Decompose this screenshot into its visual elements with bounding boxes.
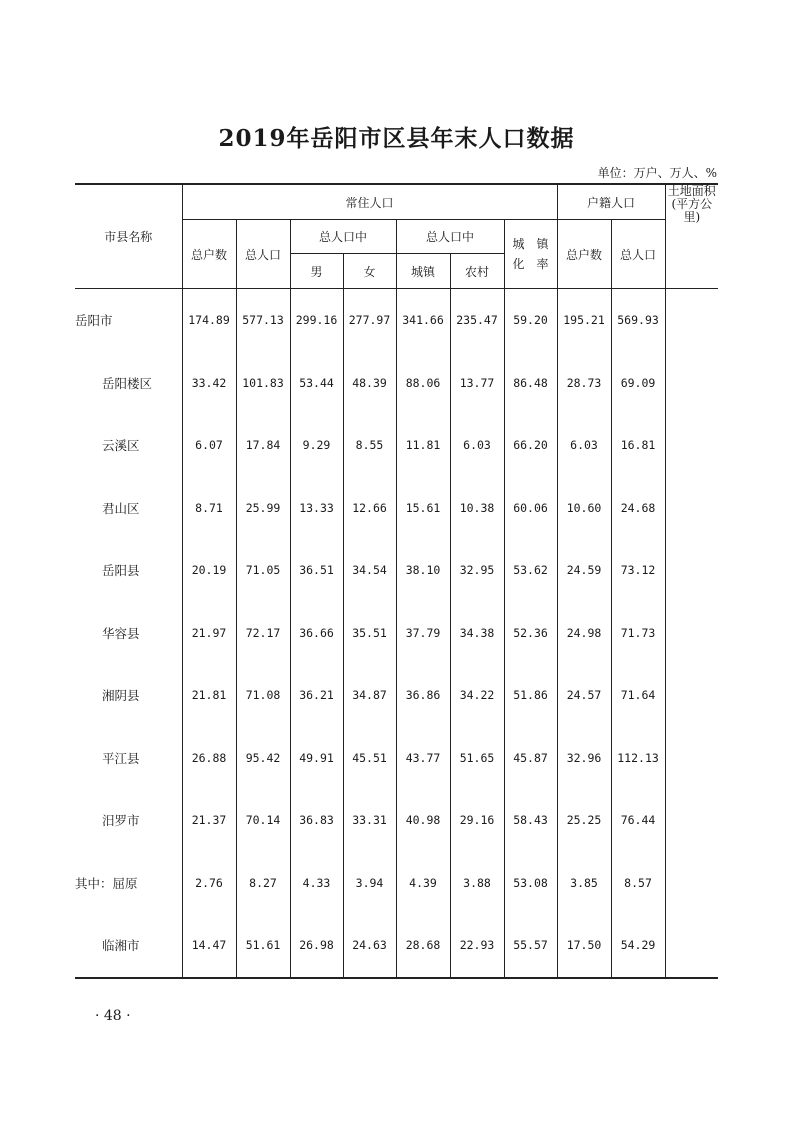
table-cell: 32.95: [450, 539, 504, 602]
table-cell: 33.42: [182, 352, 236, 415]
table-cell: 8.27: [236, 852, 290, 915]
table-cell: 341.66: [396, 289, 450, 352]
table-cell: 34.54: [343, 539, 396, 602]
table-cell: 51.61: [236, 914, 290, 978]
table-cell: 40.98: [396, 789, 450, 852]
table-cell: 34.22: [450, 664, 504, 727]
table-cell: 24.63: [343, 914, 396, 978]
table-cell: 8.71: [182, 477, 236, 540]
table-cell: 51.86: [504, 664, 557, 727]
table-cell: 48.39: [343, 352, 396, 415]
table-cell: [665, 789, 718, 852]
table-cell: 73.12: [611, 539, 665, 602]
table-cell: 69.09: [611, 352, 665, 415]
table-cell: 24.98: [557, 602, 611, 665]
table-cell: 8.55: [343, 414, 396, 477]
row-name: 岳阳市: [75, 289, 182, 352]
table-row: [75, 789, 718, 852]
table-cell: 15.61: [396, 477, 450, 540]
row-name: 岳阳楼区: [75, 352, 182, 415]
table-cell: 14.47: [182, 914, 236, 978]
header-pop-among-area: 总人口中: [396, 220, 504, 254]
table-cell: 95.42: [236, 727, 290, 790]
table-cell: 20.19: [182, 539, 236, 602]
table-cell: 36.83: [290, 789, 343, 852]
header-land-area: 土地面积(平方公里): [665, 184, 718, 289]
table-cell: 25.25: [557, 789, 611, 852]
table-cell: 71.08: [236, 664, 290, 727]
table-cell: 195.21: [557, 289, 611, 352]
table-cell: 299.16: [290, 289, 343, 352]
row-name: 湘阴县: [75, 664, 182, 727]
header-urbanization-rate: [504, 220, 557, 289]
table-cell: 53.44: [290, 352, 343, 415]
table-cell: 72.17: [236, 602, 290, 665]
table-cell: 13.77: [450, 352, 504, 415]
table-cell: 577.13: [236, 289, 290, 352]
table-cell: 6.03: [450, 414, 504, 477]
table-cell: 88.06: [396, 352, 450, 415]
table-cell: [665, 539, 718, 602]
table-cell: 16.81: [611, 414, 665, 477]
table-cell: [665, 727, 718, 790]
table-cell: 174.89: [182, 289, 236, 352]
table-cell: 36.51: [290, 539, 343, 602]
row-name: 其中：屈原: [75, 852, 182, 915]
table-cell: 13.33: [290, 477, 343, 540]
table-cell: 24.57: [557, 664, 611, 727]
table-cell: 34.38: [450, 602, 504, 665]
table-cell: 66.20: [504, 414, 557, 477]
table-cell: 17.84: [236, 414, 290, 477]
table-cell: 36.21: [290, 664, 343, 727]
table-cell: 49.91: [290, 727, 343, 790]
row-name: 云溪区: [75, 414, 182, 477]
table-cell: 35.51: [343, 602, 396, 665]
table-cell: 6.07: [182, 414, 236, 477]
table-cell: [665, 914, 718, 978]
table-cell: 3.94: [343, 852, 396, 915]
table-row: [75, 664, 718, 727]
table-cell: 54.29: [611, 914, 665, 978]
urban-rate-line-1: 城 镇: [512, 237, 549, 251]
table-cell: 4.33: [290, 852, 343, 915]
row-name: 临湘市: [75, 914, 182, 978]
header-population: 总人口: [236, 220, 290, 289]
table-cell: [665, 289, 718, 352]
table-cell: 11.81: [396, 414, 450, 477]
table-cell: 58.43: [504, 789, 557, 852]
header-reg-households: 总户数: [557, 220, 611, 289]
row-name: 平江县: [75, 727, 182, 790]
table-cell: 86.48: [504, 352, 557, 415]
table-cell: 3.85: [557, 852, 611, 915]
table-row: [75, 602, 718, 665]
row-name: 岳阳县: [75, 539, 182, 602]
table-cell: 26.88: [182, 727, 236, 790]
header-urban: 城镇: [396, 254, 450, 289]
urban-rate-line-2: 化 率: [512, 257, 549, 271]
table-cell: 52.36: [504, 602, 557, 665]
table-cell: 25.99: [236, 477, 290, 540]
header-reg-population: 总人口: [611, 220, 665, 289]
table-cell: 37.79: [396, 602, 450, 665]
table-cell: 29.16: [450, 789, 504, 852]
header-rural: 农村: [450, 254, 504, 289]
table-cell: 26.98: [290, 914, 343, 978]
table-row: [75, 727, 718, 790]
table-cell: 55.57: [504, 914, 557, 978]
row-name: 君山区: [75, 477, 182, 540]
row-name: 华容县: [75, 602, 182, 665]
header-female: 女: [343, 254, 396, 289]
table-cell: 71.05: [236, 539, 290, 602]
table-row: [75, 289, 718, 352]
table-row: [75, 852, 718, 915]
header-resident: 常住人口: [182, 184, 557, 220]
table-cell: 70.14: [236, 789, 290, 852]
header-households: 总户数: [182, 220, 236, 289]
table-cell: 53.08: [504, 852, 557, 915]
table-cell: 28.73: [557, 352, 611, 415]
table-row: [75, 477, 718, 540]
page-number: · 48 ·: [95, 1008, 131, 1024]
table-cell: 2.76: [182, 852, 236, 915]
table-cell: 51.65: [450, 727, 504, 790]
table-cell: 277.97: [343, 289, 396, 352]
table-cell: 112.13: [611, 727, 665, 790]
table-cell: [665, 664, 718, 727]
header-name: 市县名称: [75, 184, 182, 289]
table-cell: 17.50: [557, 914, 611, 978]
header-registered: 户籍人口: [557, 184, 665, 220]
table-cell: 3.88: [450, 852, 504, 915]
table-cell: 71.73: [611, 602, 665, 665]
table-cell: 569.93: [611, 289, 665, 352]
row-name: 汨罗市: [75, 789, 182, 852]
table-cell: 36.86: [396, 664, 450, 727]
table-cell: 12.66: [343, 477, 396, 540]
table-row: [75, 414, 718, 477]
table-cell: 59.20: [504, 289, 557, 352]
table-row: [75, 914, 718, 978]
table-cell: 235.47: [450, 289, 504, 352]
header-male: 男: [290, 254, 343, 289]
page-title: 2019年岳阳市区县年末人口数据: [218, 125, 575, 152]
table-cell: [665, 414, 718, 477]
header-pop-among-sex: 总人口中: [290, 220, 396, 254]
table-cell: 76.44: [611, 789, 665, 852]
table-cell: 33.31: [343, 789, 396, 852]
table-cell: 24.68: [611, 477, 665, 540]
table-cell: 24.59: [557, 539, 611, 602]
table-cell: [665, 352, 718, 415]
table-cell: 71.64: [611, 664, 665, 727]
table-cell: 34.87: [343, 664, 396, 727]
table-row: [75, 539, 718, 602]
table-cell: 101.83: [236, 352, 290, 415]
table-cell: 45.87: [504, 727, 557, 790]
table-cell: 60.06: [504, 477, 557, 540]
table-cell: 8.57: [611, 852, 665, 915]
table-cell: 32.96: [557, 727, 611, 790]
table-cell: [665, 477, 718, 540]
table-cell: 36.66: [290, 602, 343, 665]
table-body: [75, 289, 718, 978]
table-cell: 10.60: [557, 477, 611, 540]
table-cell: 45.51: [343, 727, 396, 790]
unit-note: 单位：万户、万人、%: [597, 166, 717, 180]
table-cell: 53.62: [504, 539, 557, 602]
table-cell: [665, 602, 718, 665]
table-cell: 43.77: [396, 727, 450, 790]
table-cell: 21.37: [182, 789, 236, 852]
table-cell: 22.93: [450, 914, 504, 978]
table-cell: 21.81: [182, 664, 236, 727]
table-cell: 9.29: [290, 414, 343, 477]
table-row: [75, 352, 718, 415]
table-cell: 21.97: [182, 602, 236, 665]
table-cell: 38.10: [396, 539, 450, 602]
table-cell: 28.68: [396, 914, 450, 978]
table-cell: [665, 852, 718, 915]
population-table: [75, 183, 718, 979]
table-cell: 10.38: [450, 477, 504, 540]
table-cell: 4.39: [396, 852, 450, 915]
table-cell: 6.03: [557, 414, 611, 477]
